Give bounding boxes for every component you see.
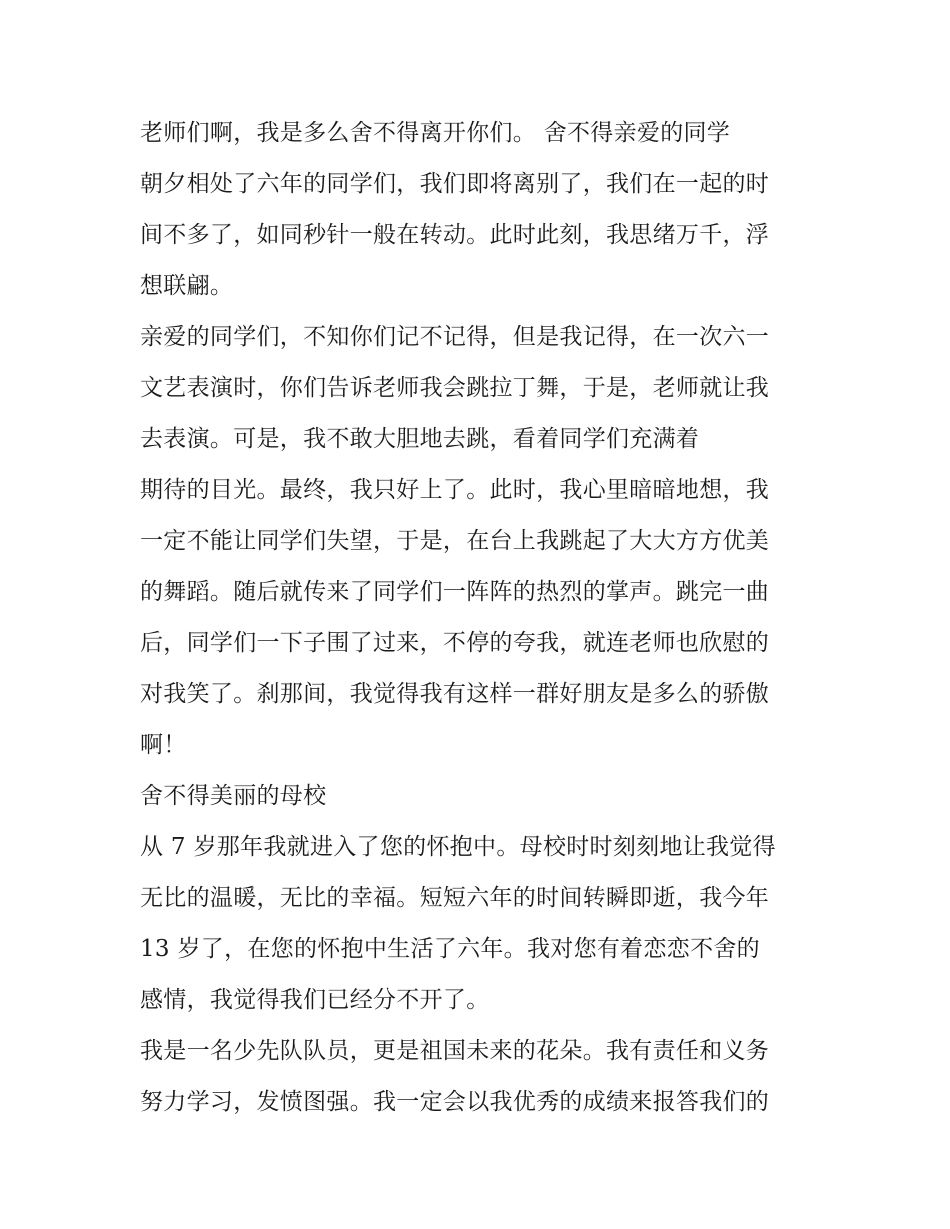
text-line: 感情，我觉得我们已经分不开了。 — [140, 987, 490, 1013]
document-body — [140, 108, 820, 1128]
text-line: 后，同学们一下子围了过来，不停的夸我，就连老师也欣慰的 — [140, 630, 770, 656]
section-heading: 舍不得美丽的母校 — [140, 783, 327, 809]
text-line: 对我笑了。刹那间，我觉得我有这样一群好朋友是多么的骄傲 — [140, 681, 770, 707]
text-line: 期待的目光。最终，我只好上了。此时，我心里暗暗地想，我 — [140, 477, 770, 503]
text-line: 朝夕相处了六年的同学们，我们即将离别了，我们在一起的时 — [140, 171, 770, 197]
text-line: 文艺表演时，你们告诉老师我会跳拉丁舞，于是，老师就让我 — [140, 375, 770, 401]
text-line: 努力学习，发愤图强。我一定会以我优秀的成绩来报答我们的 — [140, 1089, 770, 1115]
text-line: 的舞蹈。随后就传来了同学们一阵阵的热烈的掌声。跳完一曲 — [140, 579, 770, 605]
text-line: 一定不能让同学们失望，于是，在台上我跳起了大大方方优美 — [140, 528, 770, 554]
text-line: 无比的温暖，无比的幸福。短短六年的时间转瞬即逝，我今年 — [140, 885, 770, 911]
text-line: 13 岁了，在您的怀抱中生活了六年。我对您有着恋恋不舍的 — [140, 936, 760, 962]
text-line: 啊！ — [140, 732, 187, 758]
text-line: 亲爱的同学们，不知你们记不记得，但是我记得，在一次六一 — [140, 324, 770, 350]
text-line: 去表演。可是，我不敢大胆地去跳，看着同学们充满着 — [140, 426, 700, 452]
text-line: 间不多了，如同秒针一般在转动。此时此刻，我思绪万千，浮 — [140, 222, 770, 248]
text-line: 我是一名少先队队员，更是祖国未来的花朵。我有责任和义务 — [140, 1038, 770, 1064]
text-line: 老师们啊，我是多么舍不得离开你们。 舍不得亲爱的同学 — [140, 120, 731, 146]
text-line: 想联翩。 — [140, 273, 234, 299]
text-line: 从 7 岁那年我就进入了您的怀抱中。母校时时刻刻地让我觉得 — [140, 834, 776, 860]
